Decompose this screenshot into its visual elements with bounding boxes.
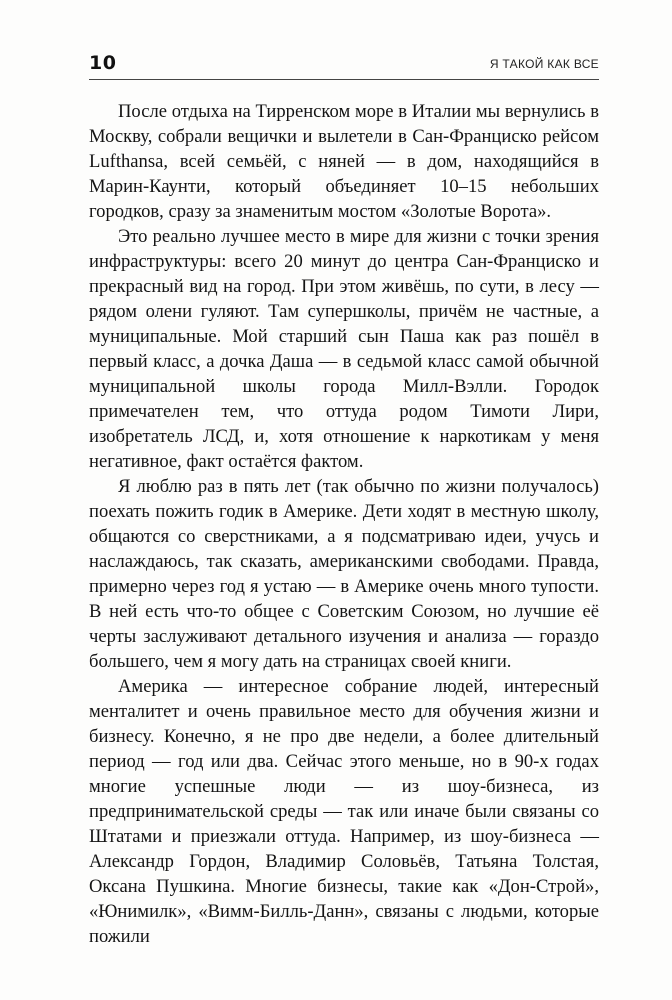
paragraph: Америка — интересное собрание людей, интересный менталитет и очень правильное место для обучения жизни и бизнесу. Конечно, я не про две недели, а более длительный период — год или два. Сейчас этого меньше, но в 90-х годах многие успешные люди — из шоу-бизнеса, из предпринимательской среды — так или иначе были связаны со Штатами и приезжали оттуда. Например, из шоу-бизнеса — Александр Гордон, Владимир Соловьёв, Татьяна Толстая, Оксана Пушкина. Многие бизнесы, такие как «Дон-Строй», «Юнимилк», «Вимм-Билль-Данн», связаны с людьми, которые пожили: [89, 676, 599, 947]
page-number: 10: [89, 52, 117, 74]
paragraph: После отдыха на Тирренском море в Италии мы вернулись в Москву, собрали вещички и вылетели в Сан-Франциско рейсом Lufthansa, всей семьёй, с няней — в дом, находящийся в Марин-Каунти, который объединяет 10–15 небольших городков, сразу за знаменитым мостом «Золотые Ворота».: [89, 101, 599, 222]
body-text: [89, 99, 599, 949]
running-title: Я ТАКОЙ КАК ВСЕ: [489, 57, 599, 71]
header-rule: [89, 79, 599, 80]
paragraph: Это реально лучшее место в мире для жизни с точки зрения инфраструктуры: всего 20 минут до центра Сан-Франциско и прекрасный вид на город. При этом живёшь, по сути, в лесу — рядом олени гуляют. Там супершколы, причём не частные, а муниципальные. Мой старший сын Паша как раз пошёл в первый класс, а дочка Даша — в седьмой класс самой обычной муниципальной школы города Милл-Вэлли. Городок примечателен тем, что оттуда родом Тимоти Лири, изобретатель ЛСД, и, хотя отношение к наркотикам у меня негативное, факт остаётся фактом.: [89, 226, 599, 472]
page-header: [89, 48, 599, 78]
paragraph: Я люблю раз в пять лет (так обычно по жизни получалось) поехать пожить годик в Америке. Дети ходят в местную школу, общаются со сверстниками, а я подсматриваю идеи, учусь и наслаждаюсь, так сказать, американскими свободами. Правда, примерно через год я устаю — в Америке очень много тупости. В ней есть что-то общее с Советским Союзом, но лучшие её черты заслуживают детального изучения и анализа — гораздо большего, чем я могу дать на страницах своей книги.: [89, 476, 599, 672]
